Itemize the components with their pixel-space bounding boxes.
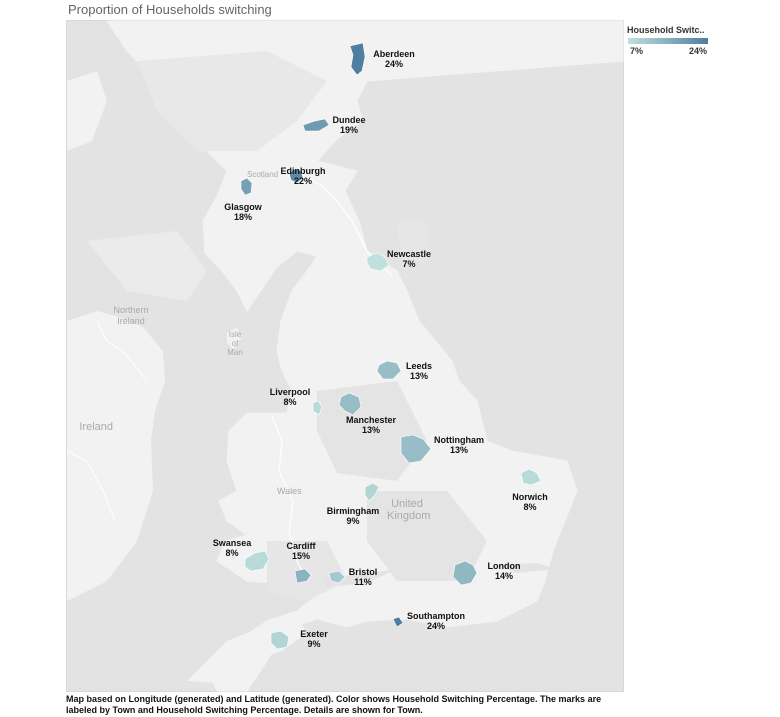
town-label-swansea[interactable]: Swansea 8%: [212, 538, 252, 558]
town-label-manchester[interactable]: Manchester 13%: [345, 415, 397, 435]
town-label-glasgow[interactable]: Glasgow 18%: [224, 202, 262, 222]
town-label-london[interactable]: London 14%: [487, 561, 521, 581]
legend-max-label: 24%: [689, 46, 708, 56]
town-label-leeds[interactable]: Leeds 13%: [405, 361, 433, 381]
region-label-scotland: Scotland: [247, 170, 279, 179]
town-label-cardiff[interactable]: Cardiff 15%: [286, 541, 316, 561]
town-label-southampton[interactable]: Southampton 24%: [407, 611, 465, 631]
town-label-norwich[interactable]: Norwich 8%: [512, 492, 548, 512]
town-label-aberdeen[interactable]: Aberdeen 24%: [373, 49, 415, 69]
region-label-united-kingdom: United Kingdom: [387, 498, 431, 522]
region-label-isle-of-man: Isle of Man: [227, 330, 243, 357]
map-caption: Map based on Longitude (generated) and Latitude (generated). Color shows Household Switching Percentage. The marks are labeled by Town and Household Switching Percentage. Details are shown for Town.: [66, 694, 602, 715]
region-label-ireland: Ireland: [79, 421, 113, 433]
legend-color-ramp: [628, 38, 708, 44]
region-label-wales: Wales: [277, 486, 302, 496]
region-label-northern-ireland: Northern Ireland: [113, 305, 149, 326]
map-canvas[interactable]: [66, 20, 624, 692]
town-label-dundee[interactable]: Dundee 19%: [332, 115, 366, 135]
legend-min-label: 7%: [630, 46, 644, 56]
town-label-bristol[interactable]: Bristol 11%: [348, 567, 378, 587]
legend-title: Household Switc..: [627, 25, 705, 35]
town-label-liverpool[interactable]: Liverpool 8%: [269, 387, 311, 407]
town-label-birmingham[interactable]: Birmingham 9%: [326, 506, 380, 526]
town-label-newcastle[interactable]: Newcastle 7%: [386, 249, 432, 269]
town-label-exeter[interactable]: Exeter 9%: [300, 629, 328, 649]
town-label-nottingham[interactable]: Nottingham 13%: [434, 435, 484, 455]
town-label-edinburgh[interactable]: Edinburgh 22%: [280, 166, 326, 186]
map-title: Proportion of Households switching: [68, 2, 272, 17]
